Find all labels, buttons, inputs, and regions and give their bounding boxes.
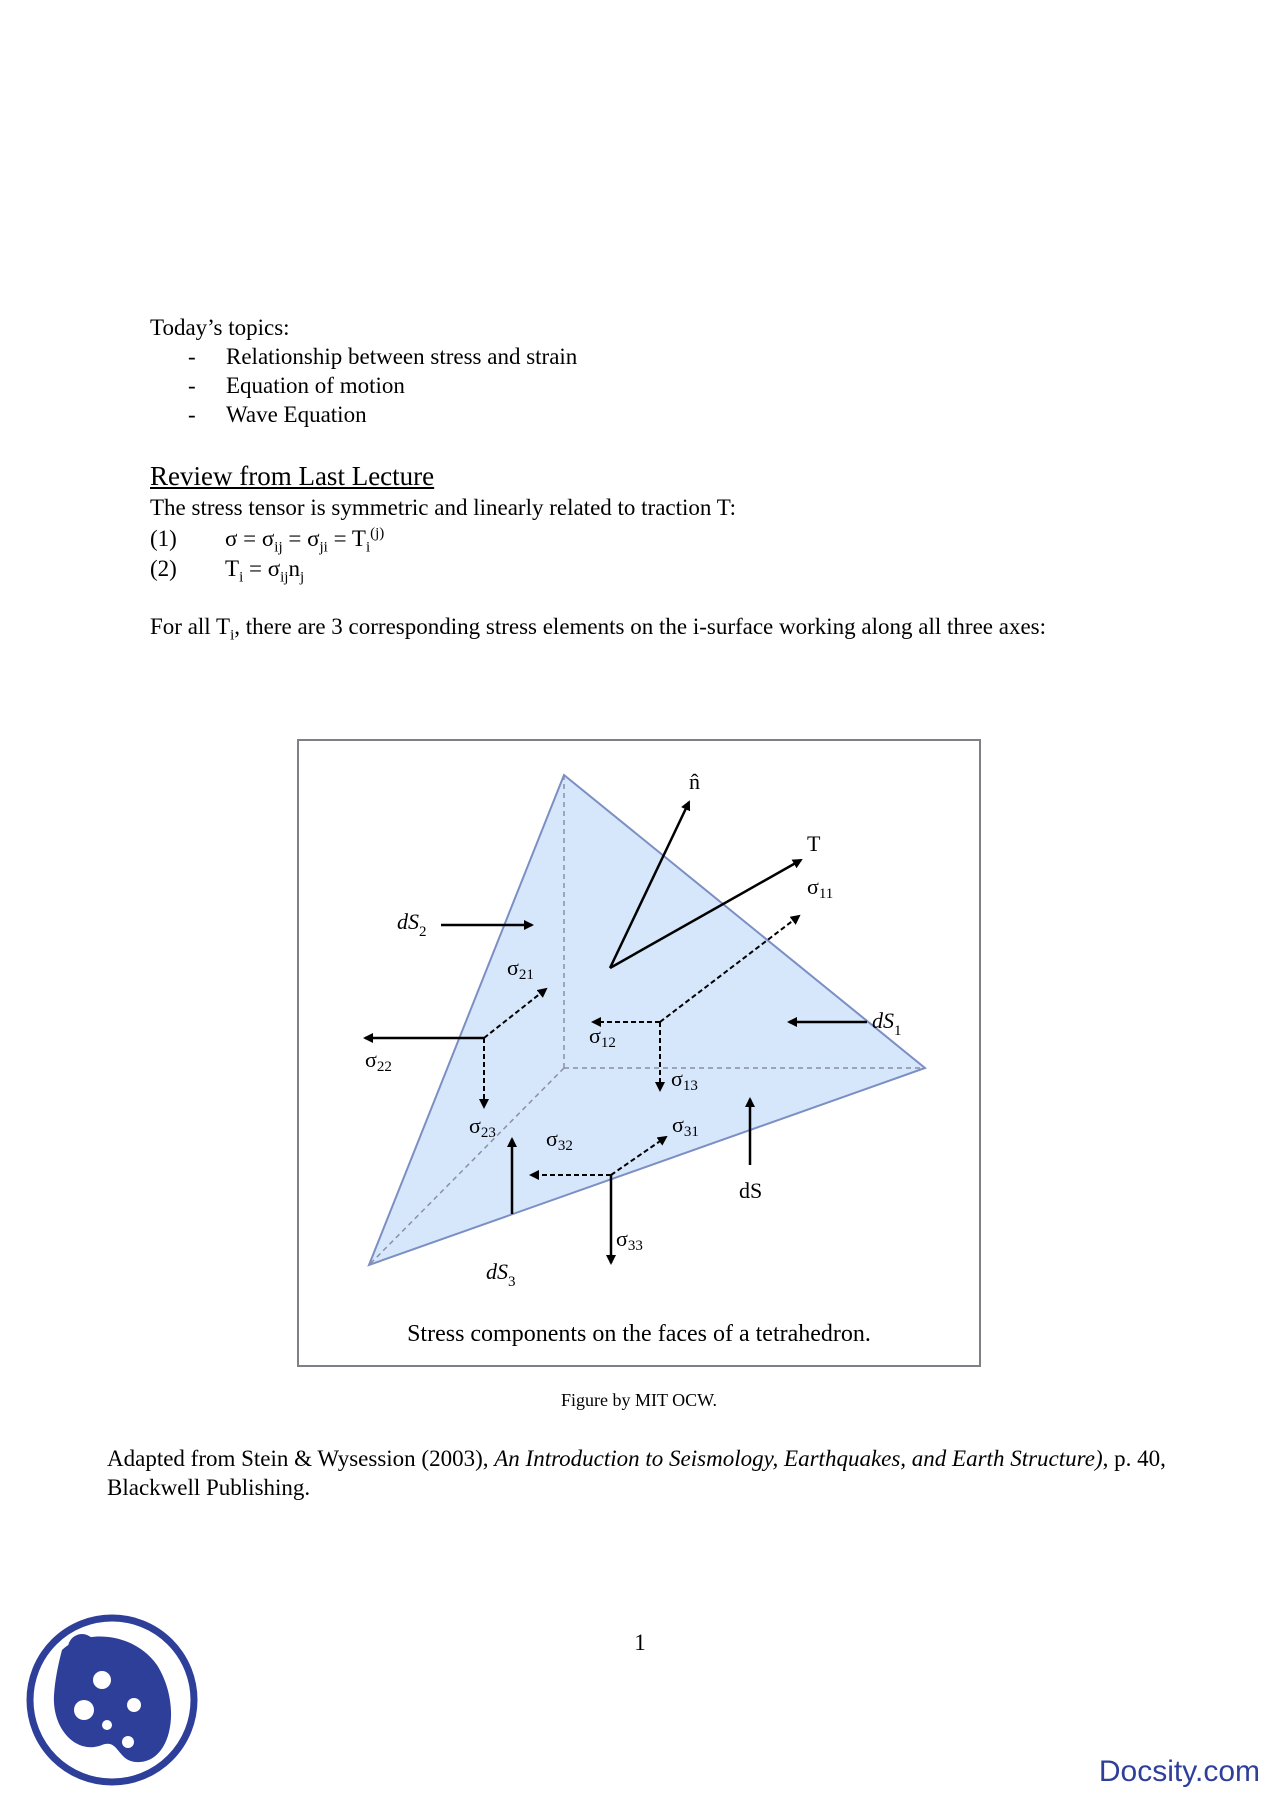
- ds1-label: $dS_1$: [872, 1008, 902, 1039]
- sigma-12-label: σ12: [589, 1023, 616, 1051]
- ds2-label: $dS_2$: [397, 909, 427, 940]
- bullet-dash: -: [188, 344, 196, 369]
- equation-1: [150, 524, 750, 556]
- figure-caption: Stress components on the faces of a tetrahedron.: [407, 1321, 871, 1347]
- forall-sentence: For all $T_i$, there are 3 corresponding stress elements on the i-surface working along all three axes:: [150, 614, 1046, 644]
- equation-number: (1): [150, 526, 177, 551]
- topic-label: Wave Equation: [226, 402, 367, 427]
- topics-title: Today’s topics:: [150, 315, 290, 340]
- n-hat-label: n̂: [689, 769, 700, 794]
- ds-label: dS: [739, 1178, 763, 1203]
- bullet-dash: -: [188, 373, 196, 398]
- topic-label: Relationship between stress and strain: [226, 344, 578, 369]
- review-intro: The stress tensor is symmetric and linearly related to traction T:: [150, 495, 737, 520]
- equation-body: $\sigma = \sigma_{ij} = \sigma_{ji} = T_i^{(j)}$: [225, 525, 385, 556]
- docsity-brand-link[interactable]: Docsity.com: [1098, 1755, 1260, 1788]
- sigma-11-label: σ11: [807, 874, 834, 902]
- sigma-32-label: σ32: [546, 1126, 573, 1154]
- sigma-23-label: σ23: [469, 1113, 496, 1141]
- topic-label: Equation of motion: [226, 373, 405, 398]
- bullet-dash: -: [188, 402, 196, 427]
- ds3-label: $dS_3$: [486, 1259, 516, 1290]
- equation-2: [150, 554, 750, 586]
- tetrahedron-diagram: [299, 741, 979, 1365]
- traction-label: T: [807, 831, 821, 856]
- tetrahedron-face: [369, 775, 925, 1265]
- book-title: An Introduction to Seismology, Earthquakes, and Earth Structure): [494, 1446, 1103, 1471]
- sigma-33-label: σ33: [616, 1226, 643, 1254]
- sigma-22-label: σ22: [365, 1047, 392, 1075]
- section-heading: Review from Last Lecture: [150, 461, 435, 491]
- sigma-31-label: σ31: [672, 1112, 699, 1140]
- docsity-logo-icon: [22, 1610, 202, 1790]
- source-citation: Adapted from Stein & Wysession (2003), An Introduction to Seismology, Earthquakes, and Earth Structure), p. 40, Blackwell Publishing.: [107, 1446, 1166, 1500]
- page-number: 1: [634, 1630, 646, 1655]
- tetrahedron-figure: [297, 739, 981, 1367]
- sigma-13-label: σ13: [671, 1066, 698, 1094]
- equation-body: $T_i = \sigma_{ij}n_j$: [225, 556, 305, 586]
- sigma-21-label: σ21: [507, 955, 534, 983]
- equation-number: (2): [150, 556, 177, 581]
- figure-credit: Figure by MIT OCW.: [560, 1390, 717, 1410]
